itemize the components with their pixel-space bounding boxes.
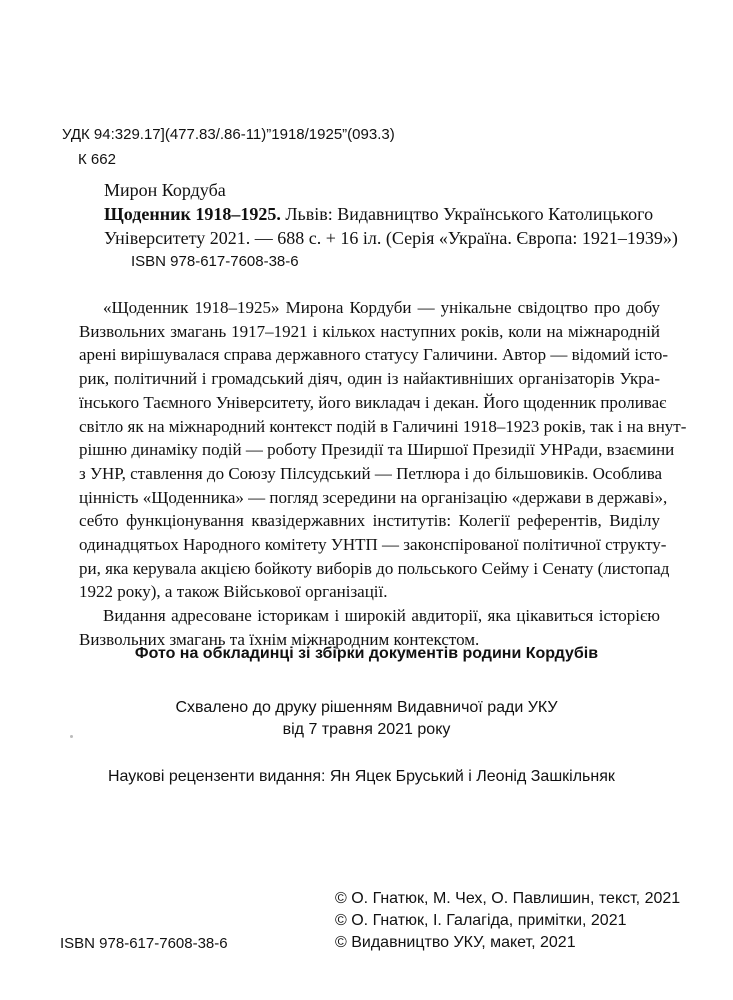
annotation-line: світло як на міжнародний контекст подій в Галичині 1918–1923 років, так і на внут- bbox=[79, 416, 687, 436]
approval-note bbox=[0, 697, 733, 741]
annotation-line: Визвольних змагань 1917–1921 і кількох наступних років, коли на міжнародній bbox=[79, 321, 660, 341]
book-title: Щоденник 1918–1925. bbox=[104, 204, 281, 224]
bibliographic-line-2: Університету 2021. — 688 с. + 16 іл. (Серія «Україна. Європа: 1921–1939») bbox=[104, 228, 678, 248]
annotation-line: 1922 року), а також Військової організації. bbox=[79, 582, 388, 602]
annotation-line: одинадцятьох Народного комітету УНТП — законспірованої політичної структу- bbox=[79, 535, 667, 555]
approval-date: від 7 травня 2021 року bbox=[282, 721, 451, 738]
annotation-line: «Щоденник 1918–1925» Мирона Кордуби — унікальне свідоцтво про добу bbox=[103, 298, 660, 317]
annotation-line: Видання адресоване історикам і широкій авдиторії, яка цікавиться історією bbox=[103, 606, 660, 625]
annotation-line: себто функціонування квазідержавних інститутів: Колегії референтів, Виділу bbox=[79, 511, 660, 531]
book-author: Мирон Кордуба bbox=[104, 180, 226, 200]
bibliographic-line-1 bbox=[104, 204, 653, 225]
copyright-layout: © Видавництво УКУ, макет, 2021 bbox=[335, 934, 576, 951]
annotation-line: арені вирішувалася справа державного статусу Галичини. Автор — відомий істо- bbox=[79, 345, 669, 365]
publisher-info: Львів: Видавництво Українського Католицького bbox=[280, 204, 654, 224]
annotation-line: цінність «Щоденника» — погляд зсередини на організацію «держави в державі», bbox=[79, 487, 668, 507]
annotation-paragraph-1 bbox=[79, 296, 687, 604]
isbn-bibliographic: ISBN 978-617-7608-38-6 bbox=[131, 253, 299, 270]
approval-line: Схвалено до друку рішенням Видавничої ради УКУ bbox=[175, 699, 558, 716]
annotation-line: рик, політичний і громадський діяч, один із найактивніших організаторів Укра- bbox=[79, 369, 660, 389]
author-sign-code: К 662 bbox=[78, 151, 116, 168]
annotation-line: їнського Таємного Університету, його викладач і декан. Його щоденник проливає bbox=[79, 392, 667, 412]
isbn-footer: ISBN 978-617-7608-38-6 bbox=[60, 935, 228, 952]
annotation-line: рішню динаміку подій — роботу Президії та Ширшої Президії УНРади, взаємини bbox=[79, 440, 675, 460]
copyright-notes: © О. Гнатюк, І. Галагіда, примітки, 2021 bbox=[335, 912, 627, 929]
print-speck bbox=[70, 735, 73, 738]
annotation-line: з УНР, ставлення до Союзу Пілсудський — Петлюра і до більшовиків. Особлива bbox=[79, 463, 663, 483]
photo-credit: Фото на обкладинці зі збірки документів родини Кордубів bbox=[134, 645, 599, 662]
reviewers-line: Наукові рецензенти видання: Ян Яцек Бруський і Леонід Зашкільняк bbox=[108, 768, 615, 785]
annotation-line: Визвольних змагань та їхнім міжнародним контекстом. bbox=[79, 629, 480, 649]
copyright-text: © О. Гнатюк, М. Чех, О. Павлишин, текст, 2021 bbox=[335, 890, 681, 907]
udk-code: УДК 94:329.17](477.83/.86-11)”1918/1925”(093.3) bbox=[62, 126, 395, 143]
annotation-line: ри, яка керувала акцією бойкоту виборів до польського Сейму і Сенату (листопад bbox=[79, 558, 670, 578]
